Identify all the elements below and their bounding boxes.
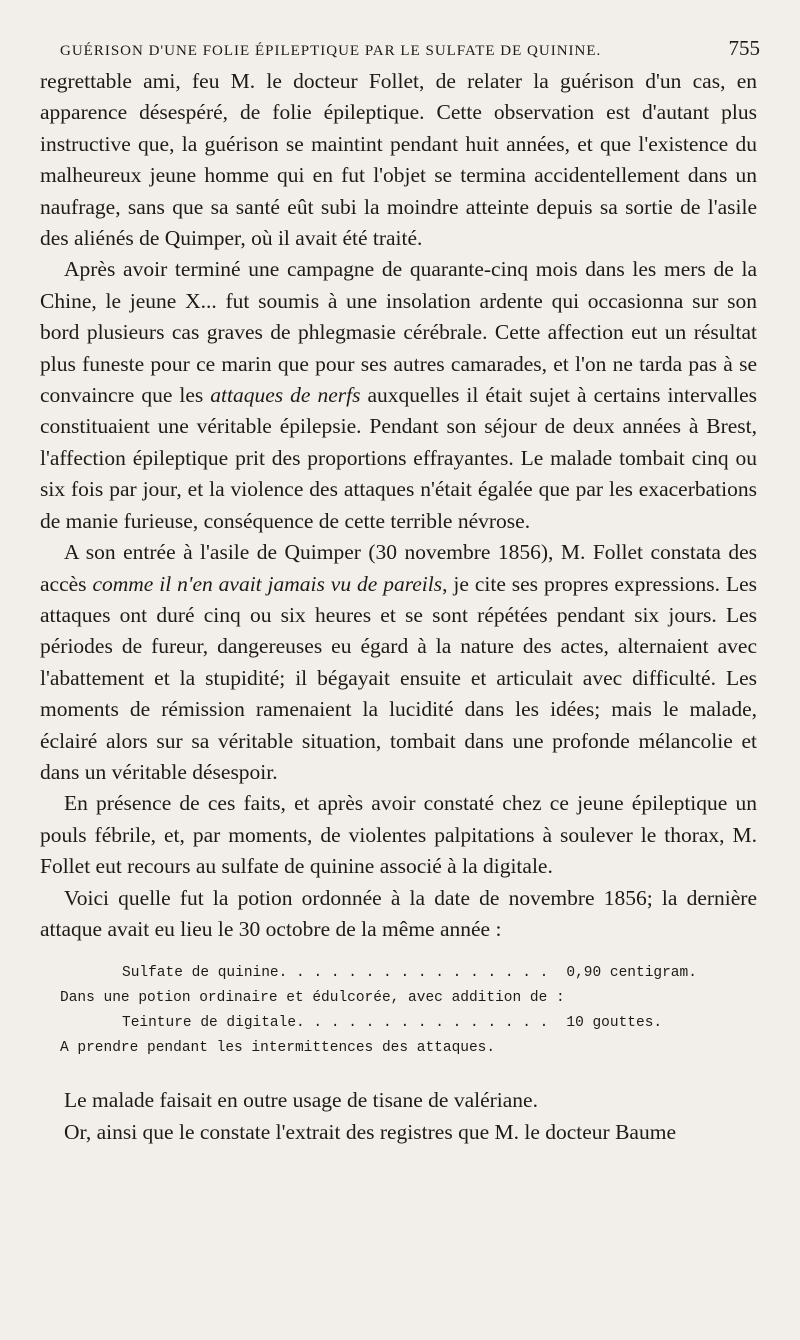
formula-line-quinine <box>40 961 757 986</box>
formula-digitale-label: Teinture de digitale <box>122 1015 297 1032</box>
paragraph-2-text-b: auxquelles il était sujet à certains intervalles constituaient une véritable épilepsie. Pendant son séjour de deux années à Brest, l'affection épileptique prit des proportions effrayantes. Le malade tombait cinq ou six fois par jour, et la violence des attaques n'était égalée que par les exacerbations de manie furieuse, conséquence de cette terrible névrose. <box>40 383 758 533</box>
formula-quinine-dots: . . . . . . . . . . . . . . . . <box>278 965 549 982</box>
formula-line-digitale <box>40 1011 757 1036</box>
formula-line-potion: Dans une potion ordinaire et édulcorée, avec addition de : <box>60 990 565 1007</box>
running-title: GUÉRISON D'UNE FOLIE ÉPILEPTIQUE PAR LE SULFATE DE QUININE. <box>60 43 602 59</box>
formula-digitale-dose: 10 gouttes. <box>566 1015 663 1032</box>
spacer <box>40 1075 757 1085</box>
paragraph-3-italic: comme il n'en avait jamais vu de pareils <box>92 571 443 596</box>
paragraph-5: Voici quelle fut la potion ordonnée à la date de novembre 1856; la dernière attaque avait eu lieu le 30 octobre de la même année : <box>40 885 757 941</box>
page-number: 755 <box>728 36 760 60</box>
formula-line-instructions: A prendre pendant les intermittences des attaques. <box>60 1040 496 1057</box>
paragraph-2-text-a: Après avoir terminé une campagne de quarante-cinq mois dans les mers de la Chine, le jeune X... fut soumis à une insolation ardente qui occasionna sur son bord plusieurs cas graves de phlegmasie cérébrale. Cette affection eut un résultat plus funeste pour ce marin que pour ses autres camarades, et l'on ne tarda pas à se convaincre que les <box>40 257 757 408</box>
paragraph-3-text-a: A son entrée à l'asile de Quimper (30 novembre 1856), M. Follet constata des accès <box>40 540 757 596</box>
paragraph-1: regrettable ami, feu M. le docteur Follet, de relater la guérison d'un cas, en apparence désespéré, de folie épileptique. Cette observation est d'autant plus instructive que, la guérison se maintint pendant huit années, et que l'existence du malheureux jeune homme qui en fut l'objet se termina accidentellement dans un naufrage, sans que sa santé eût subi la moindre atteinte depuis sa sortie de l'asile des aliénés de Quimper, où il avait été traité. <box>40 69 757 251</box>
paragraph-4: En présence de ces faits, et après avoir constaté chez ce jeune épileptique un pouls fébrile, et, par moments, de violentes palpitations à soulever le thorax, M. Follet eut recours au sulfate de quinine associé à la digitale. <box>40 791 757 879</box>
paragraph-7: Or, ainsi que le constate l'extrait des registres que M. le docteur Baume <box>64 1119 676 1144</box>
paragraph-3 <box>40 537 757 788</box>
page-body <box>40 66 757 1148</box>
paragraph-2 <box>40 254 757 537</box>
paragraph-3-text-b: , je cite ses propres expressions. Les attaques ont duré cinq ou six heures et se sont répétées pendant six jours. Les périodes de fureur, dangereuses eu égard à la nature des actes, alternaient avec l'abattement et la stupidité; il bégayait ensuite et articulait avec difficulté. Les moments de rémission ramenaient la lucidité dans les idées; mais le malade, éclairé alors sur sa véritable situation, tombait dans une profonde mélancolie et dans un véritable désespoir. <box>40 571 757 784</box>
paragraph-6: Le malade faisait en outre usage de tisane de valériane. <box>64 1088 538 1113</box>
formula-digitale-dots: . . . . . . . . . . . . . . . <box>296 1015 549 1032</box>
formula-quinine-dose: 0,90 centigram. <box>566 965 697 982</box>
paragraph-2-italic: attaques de nerfs <box>210 383 361 408</box>
running-header <box>60 36 760 61</box>
formula-quinine-label: Sulfate de quinine <box>122 965 279 982</box>
prescription-formula <box>40 961 757 1061</box>
